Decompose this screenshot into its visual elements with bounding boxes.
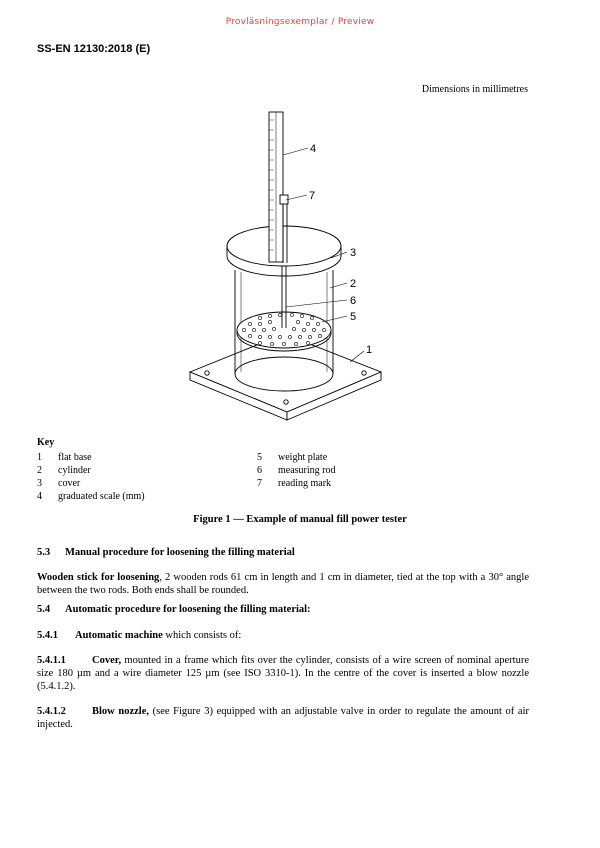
section-5-3-heading: 5.3 Manual procedure for loosening the filling material xyxy=(37,547,295,558)
key-item: 1 flat base xyxy=(37,452,92,463)
callout-2: 2 xyxy=(350,278,357,290)
key-item: 4 graduated scale (mm) xyxy=(37,491,145,502)
key-left-column xyxy=(37,452,145,504)
key-item: 5 weight plate xyxy=(257,452,328,463)
section-5-4-heading: 5.4 Automatic procedure for loosening the filling material: xyxy=(37,604,311,615)
callout-7: 7 xyxy=(309,190,316,202)
key-heading: Key xyxy=(37,437,55,448)
section-5-4-1-1: 5.4.1.1 Cover, mounted in a frame which fits over the cylinder, consists of a wire screen of nominal aperture size 180 µm and a wire diameter 125 µm (see ISO 3310-1). In the centre of the cover is inserted a blow nozzle (5.4.1.2). xyxy=(37,655,529,692)
cover-plate xyxy=(227,226,341,266)
callout-4: 4 xyxy=(310,143,317,155)
dimensions-note: Dimensions in millimetres xyxy=(421,84,528,95)
section-5-4-1: 5.4.1 Automatic machine which consists of: xyxy=(37,630,242,641)
callout-3: 3 xyxy=(350,247,357,259)
document-id: SS-EN 12130:2018 (E) xyxy=(37,43,151,55)
figure-caption: Figure 1 — Example of manual fill power tester xyxy=(193,514,407,525)
key-item: 7 reading mark xyxy=(257,478,332,489)
key-right-column xyxy=(257,452,336,491)
callout-5: 5 xyxy=(350,311,357,323)
callout-6: 6 xyxy=(350,295,357,307)
reading-mark xyxy=(280,195,288,204)
section-5-4-1-2: 5.4.1.2 Blow nozzle, (see Figure 3) equipped with an adjustable valve in order to regulate the amount of air injected. xyxy=(37,706,529,730)
callout-1: 1 xyxy=(366,344,373,356)
cylinder-bottom xyxy=(235,357,333,391)
wooden-stick-paragraph: Wooden stick for loosening, 2 wooden rods 61 cm in length and 1 cm in diameter, tied at the top with a 30° angle between the two rods. Both ends shall be rounded. xyxy=(37,572,529,596)
preview-watermark: Provläsningsexemplar / Preview xyxy=(225,17,375,27)
fill-power-tester-figure xyxy=(180,100,400,430)
key-item: 3 cover xyxy=(37,478,81,489)
key-item: 6 measuring rod xyxy=(257,465,336,476)
key-item: 2 cylinder xyxy=(37,465,91,476)
